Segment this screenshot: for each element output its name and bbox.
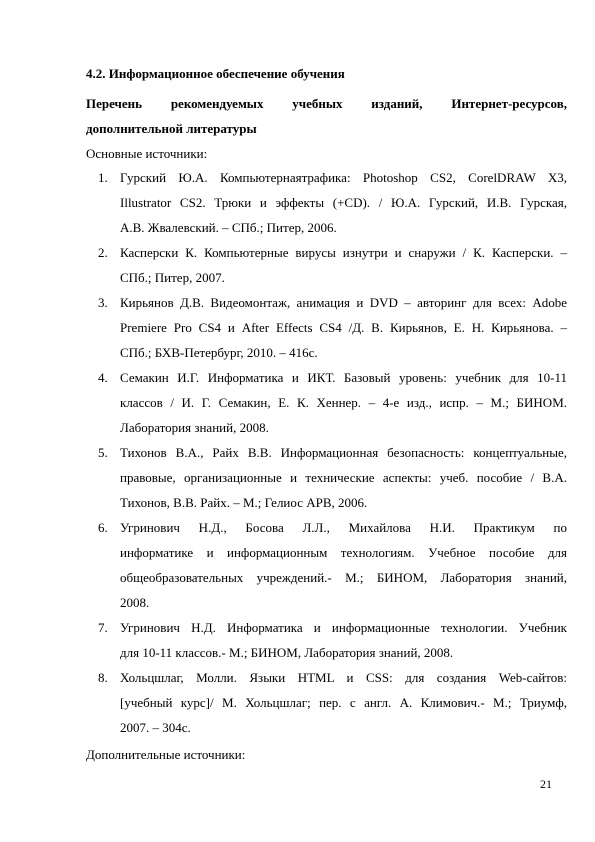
- reference-line: общеобразовательных учреждений.- М.; БИНОМ, Лаборатория знаний,: [120, 570, 567, 585]
- reference-line: [учебный курс]/ М. Хольцшлаг; пер. с англ. А. Климович.- М.; Триумф,: [120, 695, 567, 710]
- additional-sources-label: Дополнительные источники:: [86, 747, 246, 762]
- heading-line-1: [86, 96, 567, 112]
- reference-line: Гурский Ю.А. Компьютернаятрафика: Photoshop CS2, CorelDRAW X3,: [120, 170, 567, 185]
- reference-line: Тихонов, В.В. Райх. – М.; Гелиос АРВ, 2006.: [120, 495, 368, 510]
- reference-line: Угринович Н.Д., Босова Л.Л., Михайлова Н.И. Практикум по: [120, 520, 567, 535]
- heading-line-2: дополнительной литературы: [86, 121, 257, 136]
- heading-word: Интернет-ресурсов,: [451, 96, 567, 111]
- reference-number: 4.: [98, 370, 108, 385]
- reference-line: информатике и информационным технологиям. Учебное пособие для: [120, 545, 567, 560]
- reference-number: 3.: [98, 295, 108, 310]
- reference-line: для 10-11 классов.- М.; БИНОМ, Лаборатория знаний, 2008.: [120, 645, 454, 660]
- reference-line: А.В. Жвалевский. – СПб.; Питер, 2006.: [120, 220, 337, 235]
- reference-item: [98, 370, 567, 445]
- reference-number: 8.: [98, 670, 108, 685]
- reference-item: [98, 445, 567, 520]
- reference-line: правовые, организационные и технические аспекты: учеб. пособие / В.А.: [120, 470, 567, 485]
- reference-item: [98, 520, 567, 620]
- reference-line: Premiere Pro CS4 и After Effects CS4 /Д. В. Кирьянов, Е. Н. Кирьянова. –: [120, 320, 567, 335]
- reference-item: [98, 245, 567, 295]
- reference-item: [98, 670, 567, 745]
- reference-line: СПб.; БХВ-Петербург, 2010. – 416с.: [120, 345, 318, 360]
- heading-word: изданий,: [371, 96, 423, 111]
- reference-line: Семакин И.Г. Информатика и ИКТ. Базовый уровень: учебник для 10-11: [120, 370, 567, 385]
- reference-item: [98, 170, 567, 245]
- reference-number: 2.: [98, 245, 108, 260]
- reference-item: [98, 620, 567, 670]
- reference-number: 6.: [98, 520, 108, 535]
- page-number: 21: [540, 777, 552, 791]
- reference-number: 7.: [98, 620, 108, 635]
- reference-line: СПб.; Питер, 2007.: [120, 270, 225, 285]
- reference-item: [98, 295, 567, 370]
- reference-line: классов / И. Г. Семакин, Е. К. Хеннер. – 4-е изд., испр. – М.; БИНОМ.: [120, 395, 567, 410]
- section-title: 4.2. Информационное обеспечение обучения: [86, 66, 345, 81]
- reference-line: Лаборатория знаний, 2008.: [120, 420, 269, 435]
- main-sources-label: Основные источники:: [86, 146, 208, 161]
- heading-word: учебных: [292, 96, 343, 111]
- heading-word: Перечень: [86, 96, 143, 111]
- reference-line: 2007. – 304с.: [120, 720, 191, 735]
- reference-number: 5.: [98, 445, 108, 460]
- reference-line: Хольцшлаг, Молли. Языки HTML и CSS: для создания Web-сайтов:: [120, 670, 567, 685]
- reference-line: Касперски К. Компьютерные вирусы изнутри и снаружи / К. Касперски. –: [120, 245, 567, 260]
- reference-line: 2008.: [120, 595, 150, 610]
- reference-line: Тихонов В.А., Райх В.В. Информационная безопасность: концептуальные,: [120, 445, 567, 460]
- reference-line: Угринович Н.Д. Информатика и информационные технологии. Учебник: [120, 620, 567, 635]
- reference-line: Кирьянов Д.В. Видеомонтаж, анимация и DVD – авторинг для всех: Adobe: [120, 295, 567, 310]
- heading-word: рекомендуемых: [170, 96, 264, 111]
- reference-line: Illustrator CS2. Трюки и эффекты (+CD). / Ю.А. Гурский, И.В. Гурская,: [120, 195, 567, 210]
- reference-number: 1.: [98, 170, 108, 185]
